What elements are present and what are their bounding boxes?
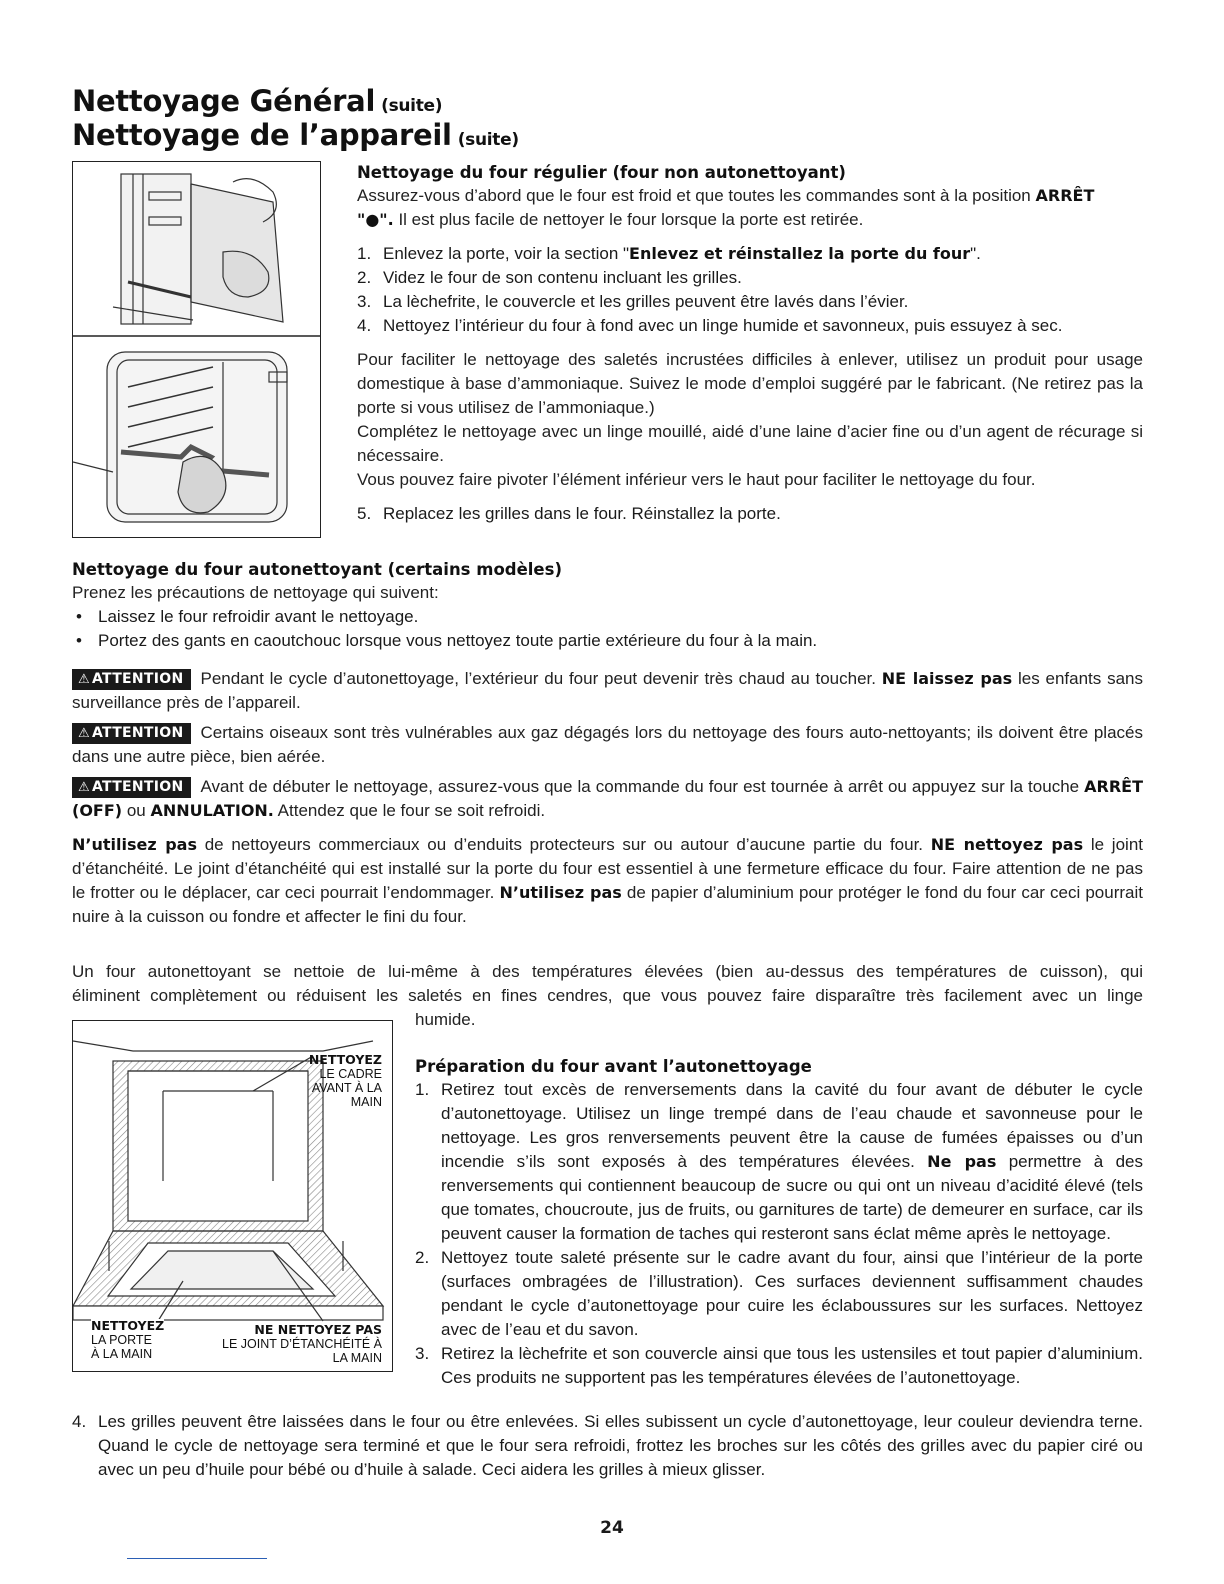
warning-2 bbox=[72, 721, 1143, 769]
label-line: LE CADRE bbox=[319, 1067, 382, 1081]
bullet-text: Portez des gants en caoutchouc lorsque vous nettoyez toute partie extérieure du four à la main. bbox=[98, 631, 818, 650]
warning-text: Pendant le cycle d’autonettoyage, l’extérieur du four peut devenir très chaud au toucher. bbox=[200, 669, 882, 688]
preparation-steps bbox=[415, 1078, 1143, 1390]
attention-badge bbox=[72, 777, 191, 798]
list-item bbox=[357, 266, 1143, 290]
attention-label: ATTENTION bbox=[91, 671, 184, 687]
steel-wool-paragraph: Complétez le nettoyage avec un linge mouillé, aidé d’une laine d’acier fine ou d’un agent de récurage si nécessaire. bbox=[357, 422, 1143, 465]
title-line-2: Nettoyage de l’appareil bbox=[72, 118, 452, 152]
warning-text-end: Attendez que le four se soit refroidi. bbox=[273, 801, 546, 820]
step-text-end: permettre à des renversements qui contiennent beaucoup de sucre ou qui ont un niveau d’acidité élevé (tels que tomates, choucroute, jus de fruits, ou garnitures de tarte) de demeurer en surface, car ils peuvent causer la formation de taches qui resteront sans éclat même après le nettoyage. bbox=[441, 1152, 1144, 1243]
self-clean-description-line-3: humide. bbox=[415, 1010, 476, 1029]
list-item bbox=[72, 605, 1143, 629]
clean-frame-label bbox=[309, 1053, 382, 1109]
list-item bbox=[72, 629, 1143, 653]
warning-text: Certains oiseaux sont très vulnérables aux gaz dégagés lors du nettoyage des fours auto-nettoyants; ils doivent être placés dans une autre pièce, bien aérée. bbox=[72, 723, 1143, 766]
list-item bbox=[357, 314, 1143, 338]
attention-badge bbox=[72, 669, 191, 690]
list-item bbox=[415, 1078, 1143, 1246]
list-item bbox=[72, 1410, 1143, 1482]
self-clean-description-line-2: éliminent complètement ou réduisent les saletés en fines cendres, que vous pouvez faire disparaître très facilement avec un linge bbox=[72, 986, 1143, 1005]
off-key-label: ARRÊT (OFF) bbox=[72, 777, 1143, 820]
off-symbol: "●". bbox=[357, 210, 394, 229]
label-line: AVANT À LA bbox=[311, 1081, 382, 1095]
preparation-steps-continued bbox=[72, 1410, 1143, 1482]
label-line: MAIN bbox=[350, 1095, 382, 1109]
emphasis: NE nettoyez pas bbox=[930, 835, 1084, 854]
clean-door-label bbox=[91, 1319, 164, 1361]
list-item bbox=[357, 290, 1143, 314]
warning-text-end: les enfants sans surveillance près de l’appareil. bbox=[72, 669, 1143, 712]
oven-door-removal-figure bbox=[72, 161, 321, 538]
step-number: 3. bbox=[357, 292, 372, 311]
bullet-text: Laissez le four refroidir avant le nettoyage. bbox=[98, 607, 419, 626]
emphasis: Ne pas bbox=[927, 1152, 997, 1171]
label-line: LE JOINT D’ÉTANCHÉITÉ À bbox=[222, 1337, 382, 1351]
step-text: Les grilles peuvent être laissées dans le four ou être enlevées. Si elles subissent un cycle d’autonettoyage, leur couleur deviendra terne. Quand le cycle de nettoyage sera terminé et que le four sera refroidi, frottez les broches sur les côtés des grilles avec du papier ciré ou avec un peu d’huile pour bébé ou d’huile à salade. Ceci aidera les grilles à mieux glisser. bbox=[98, 1412, 1143, 1479]
do-not-use-paragraph bbox=[72, 833, 1143, 929]
bullet: • bbox=[76, 631, 82, 650]
door-section-reference: Enlevez et réinstallez la porte du four bbox=[629, 244, 971, 263]
paragraph-text: de papier d’aluminium pour protéger le fond du four car ceci pourrait nuire à la cuisson ou fondre et affecter le fini du four. bbox=[72, 883, 1143, 926]
emphasis: N’utilisez pas bbox=[499, 883, 622, 902]
off-label: ARRÊT bbox=[1035, 186, 1095, 205]
self-clean-description-line-1: Un four autonettoyant se nettoie de lui-même à des températures élevées (bien au-dessus des températures de cuisson), qui bbox=[72, 962, 1143, 981]
emphasis: N’utilisez pas bbox=[72, 835, 197, 854]
title-line-1: Nettoyage Général bbox=[72, 84, 376, 118]
label-line: À LA MAIN bbox=[91, 1347, 153, 1361]
warning-icon: ⚠ bbox=[78, 780, 90, 795]
preparation-section bbox=[415, 1056, 1143, 1390]
warning-3 bbox=[72, 775, 1143, 823]
step-number: 3. bbox=[415, 1344, 430, 1363]
step-number: 4. bbox=[72, 1412, 87, 1431]
list-item bbox=[415, 1246, 1143, 1342]
step-text: Nettoyez l’intérieur du four à fond avec un linge humide et savonneux, puis essuyez à sec. bbox=[383, 316, 1063, 335]
list-item bbox=[357, 242, 1143, 266]
oven-cleaning-illustration bbox=[73, 162, 320, 537]
regular-oven-section bbox=[357, 162, 1143, 526]
step-text: Retirez la lèchefrite et son couvercle ainsi que tous les ustensiles et tout papier d’aluminium. Ces produits ne supportent pas les températures élevées de l’autonettoyage. bbox=[441, 1344, 1143, 1387]
self-clean-oven-figure bbox=[72, 1020, 393, 1372]
attention-label: ATTENTION bbox=[91, 725, 184, 741]
list-item bbox=[415, 1342, 1143, 1390]
paragraph-text: le joint d’étanchéité. Le joint d’étanchéité qui est installé sur la porte du four est essentiel à une fermeture efficace du four. Faire attention de ne pas le frotter ou le déplacer, car ceci pourrait l’endommager. bbox=[72, 835, 1143, 902]
step-number: 2. bbox=[415, 1248, 430, 1267]
warning-icon: ⚠ bbox=[78, 726, 90, 741]
title-2-suffix: (suite) bbox=[457, 130, 519, 150]
step-text: La lèchefrite, le couvercle et les grilles peuvent être lavés dans l’évier. bbox=[383, 292, 909, 311]
cancel-key-label: ANNULATION. bbox=[150, 801, 274, 820]
label-line: LA MAIN bbox=[332, 1351, 382, 1365]
self-clean-section bbox=[72, 559, 1143, 929]
step-text: Replacez les grilles dans le four. Réinstallez la porte. bbox=[383, 504, 781, 523]
step-number: 4. bbox=[357, 316, 372, 335]
regular-oven-final-step bbox=[357, 502, 1143, 526]
element-pivot-paragraph: Vous pouvez faire pivoter l’élément inférieur vers le haut pour faciliter le nettoyage du four. bbox=[357, 470, 1036, 489]
warning-text-mid: ou bbox=[122, 801, 151, 820]
title-1-suffix: (suite) bbox=[381, 96, 443, 116]
intro-text-2: Il est plus facile de nettoyer le four lorsque la porte est retirée. bbox=[393, 210, 864, 229]
footer-rule bbox=[127, 1558, 267, 1559]
step-number: 5. bbox=[357, 504, 372, 523]
step-text: Nettoyez toute saleté présente sur le cadre avant du four, ainsi que l’intérieur de la porte (surfaces ombragées de l’illustration). Ces surfaces deviennent suffisamment chaudes pendant le cycle d’autonettoyage pour cuire les éclaboussures sur les surfaces. Nettoyez avec de l’eau et du savon. bbox=[441, 1248, 1143, 1339]
label-line: LA PORTE bbox=[91, 1333, 152, 1347]
intro-text: Assurez-vous d’abord que le four est froid et que toutes les commandes sont à la position bbox=[357, 186, 1036, 205]
preparation-heading: Préparation du four avant l’autonettoyage bbox=[415, 1057, 812, 1076]
step-text: Retirez tout excès de renversements dans la cavité du four avant de débuter le cycle d’autonettoyage. Utilisez un linge trempé dans de l’eau chaude et savonneuse pour le nettoyage. Les gros renversements peuvent être la cause de fumées épaisses ou d’un incendie s’ils sont exposés à des températures élevées. bbox=[441, 1080, 1143, 1171]
step-text: Videz le four de son contenu incluant les grilles. bbox=[383, 268, 742, 287]
regular-oven-heading: Nettoyage du four régulier (four non autonettoyant) bbox=[357, 163, 846, 182]
self-clean-heading: Nettoyage du four autonettoyant (certains modèles) bbox=[72, 560, 562, 579]
bullet: • bbox=[76, 607, 82, 626]
warning-icon: ⚠ bbox=[78, 672, 90, 687]
regular-oven-intro bbox=[357, 184, 1143, 232]
step-text: Enlevez la porte, voir la section " bbox=[383, 244, 630, 263]
page-subtitle bbox=[72, 118, 519, 157]
step-text-end: ". bbox=[970, 244, 981, 263]
attention-label: ATTENTION bbox=[91, 779, 184, 795]
label-emphasis: NE NETTOYEZ PAS bbox=[254, 1322, 382, 1337]
self-clean-intro: Prenez les précautions de nettoyage qui suivent: bbox=[72, 583, 439, 602]
precautions-list bbox=[72, 605, 1143, 653]
ammonia-paragraph: Pour faciliter le nettoyage des saletés incrustées difficiles à enlever, utilisez un produit pour usage domestique à base d’ammoniaque. Suivez le mode d’emploi suggéré par le fabricant. (Ne retirez pas la porte si vous utilisez de l’ammoniaque.) bbox=[357, 350, 1143, 417]
paragraph-text: de nettoyeurs commerciaux ou d’enduits protecteurs sur ou autour d’aucune partie du four. bbox=[197, 835, 931, 854]
label-emphasis: NETTOYEZ bbox=[308, 1052, 382, 1067]
list-item bbox=[357, 502, 1143, 526]
step-number: 1. bbox=[357, 244, 372, 263]
do-not-clean-gasket-label bbox=[222, 1323, 382, 1365]
page-number: 24 bbox=[600, 1518, 624, 1538]
label-emphasis: NETTOYEZ bbox=[91, 1318, 165, 1333]
step-number: 2. bbox=[357, 268, 372, 287]
warning-1 bbox=[72, 667, 1143, 715]
warning-text: Avant de débuter le nettoyage, assurez-vous que la commande du four est tournée à arrêt ou appuyez sur la touche bbox=[200, 777, 1085, 796]
attention-badge bbox=[72, 723, 191, 744]
step-number: 1. bbox=[415, 1080, 430, 1099]
warning-emphasis: NE laissez pas bbox=[881, 669, 1013, 688]
preparation-step-4 bbox=[72, 1410, 1143, 1482]
regular-oven-steps bbox=[357, 242, 1143, 338]
